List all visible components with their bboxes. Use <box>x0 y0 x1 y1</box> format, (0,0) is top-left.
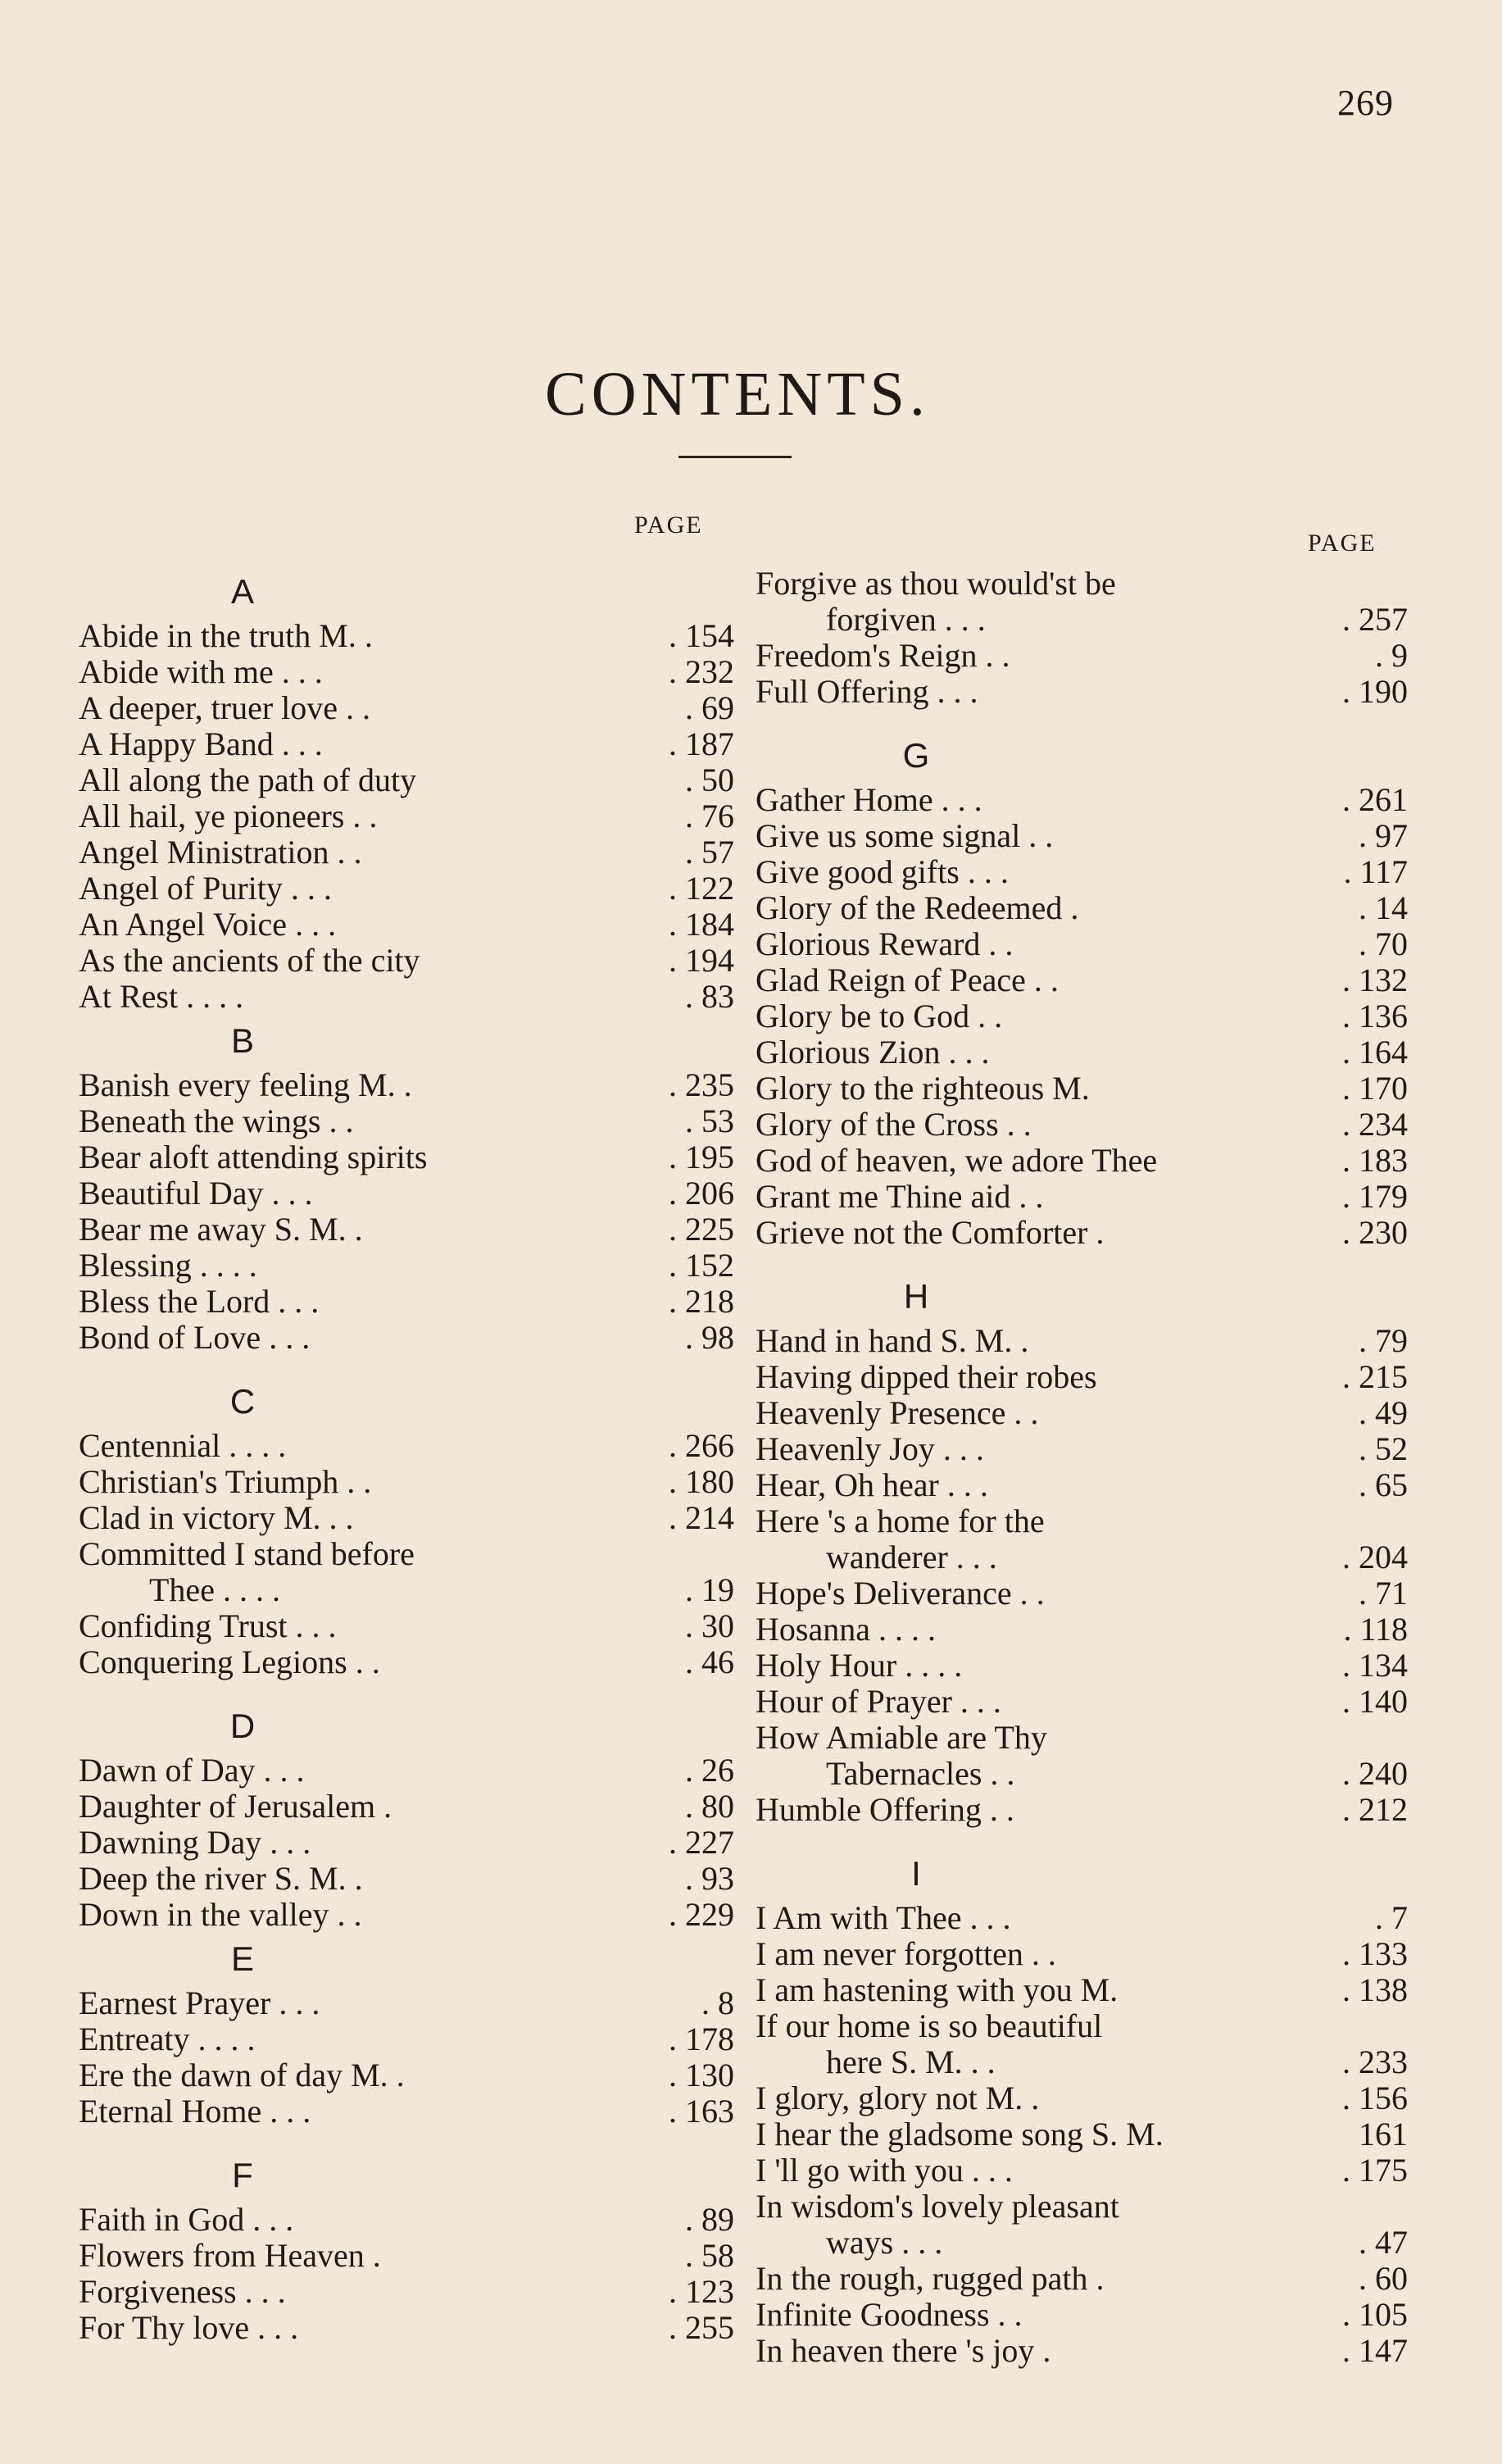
entry-title: Hosanna . . . . <box>756 1611 936 1648</box>
entry-title: Abide in the truth M. . <box>79 617 373 654</box>
list-item <box>756 1612 1411 1648</box>
entry-page: . 52 <box>1359 1430 1408 1467</box>
entry-title: Hour of Prayer . . . <box>756 1683 1001 1720</box>
list-item <box>756 1936 1411 1972</box>
entry-title: Hear, Oh hear . . . <box>756 1466 988 1503</box>
list-item <box>756 1034 1411 1071</box>
section-letter-a: A <box>230 572 254 611</box>
entry-title: Bear me away S. M. . <box>79 1211 363 1248</box>
entry-page: . 26 <box>685 1752 734 1789</box>
entry-title: ways . . . <box>826 2224 943 2261</box>
entry-title: Glad Reign of Peace . . <box>756 962 1059 998</box>
list-item <box>79 1753 734 1789</box>
entry-page: . 255 <box>669 2309 734 2346</box>
list-item <box>79 690 734 726</box>
entry-title: If our home is so beautiful <box>756 2007 1103 2044</box>
list-item <box>756 1756 1411 1792</box>
entry-title: Deep the river S. M. . <box>79 1860 363 1897</box>
list-item <box>79 2202 734 2238</box>
entry-page: . 118 <box>1343 1611 1408 1648</box>
entry-title: Christian's Triumph . . <box>79 1463 372 1500</box>
entry-page: . 117 <box>1343 853 1408 890</box>
entry-page: . 230 <box>1342 1214 1408 1251</box>
entry-page: . 227 <box>669 1824 734 1861</box>
entry-page: . 130 <box>669 2057 734 2093</box>
entry-page: . 261 <box>1342 781 1408 818</box>
section-gap <box>79 1680 734 1700</box>
section-letter-c: C <box>229 1382 256 1421</box>
entry-title: In the rough, rugged path . <box>756 2260 1105 2297</box>
entry-title: Abide with me . . . <box>79 653 323 690</box>
entry-page: . 122 <box>669 870 734 907</box>
entry-page: . 164 <box>1342 1034 1408 1071</box>
contents-left-column <box>79 511 734 2346</box>
section-letter-i: I <box>911 1854 921 1893</box>
entry-page: . 80 <box>685 1788 734 1825</box>
list-item <box>756 1323 1411 1359</box>
entry-title: Down in the valley . . <box>79 1896 362 1933</box>
section-f <box>79 2202 734 2346</box>
list-item <box>79 1789 734 1825</box>
entry-page: . 76 <box>685 798 734 834</box>
entry-page: . 60 <box>1359 2260 1408 2297</box>
list-item <box>756 1648 1411 1684</box>
list-item <box>756 2153 1411 2189</box>
entry-title: Bond of Love . . . <box>79 1319 311 1356</box>
list-item <box>79 1825 734 1861</box>
section-d <box>79 1753 734 1933</box>
entry-page: . 140 <box>1342 1683 1408 1720</box>
list-item <box>756 854 1411 890</box>
entry-title: Dawn of Day . . . <box>79 1752 305 1789</box>
entry-page: . 138 <box>1342 1971 1408 2008</box>
entry-title: Clad in victory M. . . <box>79 1499 354 1536</box>
entry-title: I am never forgotten . . <box>756 1935 1056 1972</box>
entry-title: Daughter of Jerusalem . <box>79 1788 393 1825</box>
list-item <box>756 962 1411 998</box>
entry-title: Heavenly Joy . . . <box>756 1430 984 1467</box>
section-g <box>756 782 1411 1251</box>
section-letter-e: E <box>230 1939 254 1978</box>
entry-page: . 266 <box>669 1427 734 1464</box>
list-item <box>79 834 734 871</box>
entry-page: . 49 <box>1359 1394 1408 1431</box>
list-item <box>79 798 734 834</box>
entry-page: . 187 <box>669 725 734 762</box>
entry-page: . 234 <box>1342 1106 1408 1143</box>
entry-page: . 93 <box>685 1860 734 1897</box>
entry-title: Bless the Lord . . . <box>79 1283 320 1320</box>
entry-page: . 184 <box>669 906 734 943</box>
entry-title: Tabernacles . . <box>826 1755 1015 1792</box>
entry-page: . 133 <box>1342 1935 1408 1972</box>
entry-page: . 214 <box>669 1499 734 1536</box>
entry-page: . 136 <box>1342 998 1408 1034</box>
entry-page: . 194 <box>669 942 734 979</box>
entry-page: . 175 <box>1342 2152 1408 2189</box>
list-item <box>756 782 1411 818</box>
entry-page: . 235 <box>669 1066 734 1103</box>
list-item <box>79 1536 734 1572</box>
entry-title: Forgive as thou would'st be <box>756 565 1116 602</box>
entry-title: Eternal Home . . . <box>79 2093 311 2130</box>
entry-page: . 8 <box>701 1984 734 2021</box>
entry-title: Ere the dawn of day M. . <box>79 2057 405 2093</box>
entry-page: . 132 <box>1342 962 1408 998</box>
list-item <box>756 998 1411 1034</box>
entry-page: . 240 <box>1342 1755 1408 1792</box>
list-item <box>79 1248 734 1284</box>
list-item <box>756 818 1411 854</box>
section-letter-h: H <box>903 1277 929 1316</box>
entry-title: As the ancients of the city <box>79 942 420 979</box>
entry-page: . 134 <box>1342 1647 1408 1684</box>
entry-title: Banish every feeling M. . <box>79 1066 412 1103</box>
entry-title: Beneath the wings . . <box>79 1102 354 1139</box>
entry-title: Conquering Legions . . <box>79 1643 380 1680</box>
entry-title: I hear the gladsome song S. M. <box>756 2116 1164 2153</box>
entry-page: . 257 <box>1342 601 1408 638</box>
section-letter-f: F <box>232 2156 253 2194</box>
entry-title: A Happy Band . . . <box>79 725 323 762</box>
entry-title: Gather Home . . . <box>756 781 982 818</box>
list-item <box>756 1720 1411 1756</box>
entry-page: . 183 <box>1342 1142 1408 1179</box>
entry-page: . 233 <box>1342 2043 1408 2080</box>
entry-page: . 9 <box>1375 637 1408 674</box>
list-item <box>756 1792 1411 1828</box>
entry-page: . 178 <box>669 2021 734 2057</box>
entry-title: I am hastening with you M. <box>756 1971 1119 2008</box>
list-item <box>79 1067 734 1103</box>
page-number: 269 <box>1337 83 1394 123</box>
entry-title: Heavenly Presence . . <box>756 1394 1039 1431</box>
entry-page: . 7 <box>1375 1899 1408 1936</box>
list-item <box>756 1179 1411 1215</box>
entry-title: In heaven there 's joy . <box>756 2332 1051 2369</box>
entry-page: . 98 <box>685 1319 734 1356</box>
entry-title: Glorious Reward . . <box>756 925 1014 962</box>
entry-title: Holy Hour . . . . <box>756 1647 963 1684</box>
list-item <box>79 2093 734 2130</box>
entry-page: . 147 <box>1342 2332 1408 2369</box>
list-item <box>79 1139 734 1175</box>
entry-title: Faith in God . . . <box>79 2201 294 2238</box>
list-item <box>79 1428 734 1464</box>
section-a <box>79 618 734 1015</box>
entry-page: . 65 <box>1359 1466 1408 1503</box>
list-item <box>756 1215 1411 1251</box>
list-item <box>756 890 1411 926</box>
list-item <box>756 2333 1411 2369</box>
entry-page: . 71 <box>1359 1575 1408 1612</box>
entry-title: Hope's Deliverance . . <box>756 1575 1045 1612</box>
entry-title: In wisdom's lovely pleasant <box>756 2188 1119 2225</box>
entry-page: . 57 <box>685 834 734 871</box>
entry-title: At Rest . . . . <box>79 978 244 1015</box>
entry-title: Freedom's Reign . . <box>756 637 1010 674</box>
entry-title: Glory to the righteous M. <box>756 1070 1090 1107</box>
list-item <box>756 2080 1411 2116</box>
list-item <box>756 2044 1411 2080</box>
list-item <box>756 2297 1411 2333</box>
entry-page: . 163 <box>669 2093 734 2130</box>
list-item <box>756 2008 1411 2044</box>
entry-page: . 50 <box>685 761 734 798</box>
entry-title: forgiven . . . <box>826 601 986 638</box>
list-item <box>79 1608 734 1644</box>
entry-title: here S. M. . . <box>826 2043 996 2080</box>
list-item <box>756 926 1411 962</box>
list-item <box>79 907 734 943</box>
list-item <box>79 1500 734 1536</box>
list-item <box>79 1320 734 1356</box>
entry-page: . 30 <box>685 1607 734 1644</box>
list-item <box>79 1212 734 1248</box>
list-item <box>79 979 734 1015</box>
list-item <box>756 1575 1411 1612</box>
list-item <box>79 2057 734 2093</box>
list-item <box>756 1972 1411 2008</box>
section-gap <box>756 710 1411 730</box>
entry-title: Humble Offering . . <box>756 1791 1014 1828</box>
entry-page: . 218 <box>669 1283 734 1320</box>
entry-title: I Am with Thee . . . <box>756 1899 1011 1936</box>
entry-title: Angel of Purity . . . <box>79 870 332 907</box>
entry-title: How Amiable are Thy <box>756 1719 1047 1756</box>
entry-page: . 105 <box>1342 2296 1408 2333</box>
entry-page: . 14 <box>1359 889 1408 926</box>
entry-page: . 97 <box>1359 817 1408 854</box>
section-c <box>79 1428 734 1680</box>
list-item <box>79 2021 734 2057</box>
entry-page: . 79 <box>1359 1322 1408 1359</box>
entry-title: Here 's a home for the <box>756 1502 1045 1539</box>
entry-title: Glorious Zion . . . <box>756 1034 990 1071</box>
entry-page: . 46 <box>685 1643 734 1680</box>
list-item <box>79 1897 734 1933</box>
list-item <box>79 1103 734 1139</box>
entry-page: . 83 <box>685 978 734 1015</box>
entry-title: Glory of the Cross . . <box>756 1106 1032 1143</box>
list-item <box>756 1359 1411 1395</box>
section-gap <box>79 1356 734 1375</box>
list-item <box>79 943 734 979</box>
entry-page: . 212 <box>1342 1791 1408 1828</box>
section-b <box>79 1067 734 1356</box>
list-item <box>756 1071 1411 1107</box>
section-gap <box>79 2130 734 2149</box>
entry-title: Committed I stand before <box>79 1535 415 1572</box>
entry-page: . 180 <box>669 1463 734 1500</box>
list-item <box>756 1143 1411 1179</box>
list-item <box>756 602 1411 638</box>
list-item <box>756 2225 1411 2261</box>
list-item <box>79 762 734 798</box>
entry-title: Grant me Thine aid . . <box>756 1178 1044 1215</box>
entry-title: Centennial . . . . <box>79 1427 287 1464</box>
entry-title: Infinite Goodness . . <box>756 2296 1023 2333</box>
list-item <box>79 2238 734 2274</box>
entry-page: . 225 <box>669 1211 734 1248</box>
entry-title: Grieve not the Comforter . <box>756 1214 1105 1251</box>
entry-page: 161 <box>1359 2116 1408 2153</box>
entry-page: . 170 <box>1342 1070 1408 1107</box>
page-title: CONTENTS. <box>545 360 930 429</box>
page-label: PAGE <box>1308 530 1377 557</box>
entry-title: Give us some signal . . <box>756 817 1054 854</box>
list-item <box>756 1395 1411 1431</box>
list-item <box>756 1900 1411 1936</box>
section-h <box>756 1323 1411 1828</box>
section-gap <box>756 1828 1411 1848</box>
entry-page: . 154 <box>669 617 734 654</box>
entry-page: . 58 <box>685 2237 734 2274</box>
entry-title: For Thy love . . . <box>79 2309 299 2346</box>
list-item <box>79 654 734 690</box>
entry-page: . 53 <box>685 1102 734 1139</box>
entry-title: I glory, glory not M. . <box>756 2080 1040 2116</box>
list-item <box>79 2274 734 2310</box>
entry-title: Glory be to God . . <box>756 998 1003 1034</box>
entry-page: . 156 <box>1342 2080 1408 2116</box>
list-item <box>756 638 1411 674</box>
list-item <box>756 2189 1411 2225</box>
entry-title: I 'll go with you . . . <box>756 2152 1013 2189</box>
entry-title: Bear aloft attending spirits <box>79 1139 428 1175</box>
entry-title: Hand in hand S. M. . <box>756 1322 1029 1359</box>
list-item <box>756 674 1411 710</box>
list-item <box>79 1284 734 1320</box>
list-item <box>79 2310 734 2346</box>
list-item <box>756 2116 1411 2153</box>
entry-page: . 19 <box>685 1571 734 1608</box>
entry-title: Full Offering . . . <box>756 673 978 710</box>
section-i <box>756 1900 1411 2369</box>
entry-title: Give good gifts . . . <box>756 853 1009 890</box>
list-item <box>79 726 734 762</box>
entry-title: Having dipped their robes <box>756 1358 1097 1395</box>
entry-title: Flowers from Heaven . <box>79 2237 381 2274</box>
entry-title: All along the path of duty <box>79 761 417 798</box>
list-item <box>756 1684 1411 1720</box>
contents-right-column <box>756 511 1411 2369</box>
list-item <box>79 1464 734 1500</box>
section-letter-g: G <box>902 736 930 775</box>
entry-title: An Angel Voice . . . <box>79 906 337 943</box>
entry-page: . 152 <box>669 1247 734 1284</box>
entry-page: . 47 <box>1359 2224 1408 2261</box>
entry-page: . 195 <box>669 1139 734 1175</box>
entry-page: . 204 <box>1342 1539 1408 1575</box>
entry-title: God of heaven, we adore Thee <box>756 1142 1158 1179</box>
list-item <box>79 1861 734 1897</box>
list-item <box>79 1985 734 2021</box>
entry-page: . 229 <box>669 1896 734 1933</box>
entry-page: . 70 <box>1359 925 1408 962</box>
entry-title: Thee . . . . <box>149 1571 280 1608</box>
section-letter-d: D <box>229 1707 256 1745</box>
list-item <box>756 1539 1411 1575</box>
entry-title: wanderer . . . <box>826 1539 997 1575</box>
entry-page: . 123 <box>669 2273 734 2310</box>
entry-page: . 179 <box>1342 1178 1408 1215</box>
list-item <box>79 618 734 654</box>
entry-page: . 232 <box>669 653 734 690</box>
list-item <box>79 1644 734 1680</box>
entry-title: Confiding Trust . . . <box>79 1607 337 1644</box>
section-f-continued <box>756 566 1411 710</box>
entry-title: Angel Ministration . . <box>79 834 362 871</box>
list-item <box>756 1467 1411 1503</box>
page-label: PAGE <box>634 511 703 539</box>
list-item <box>756 566 1411 602</box>
list-item <box>756 2261 1411 2297</box>
entry-title: All hail, ye pioneers . . <box>79 798 378 834</box>
entry-title: A deeper, truer love . . <box>79 689 371 726</box>
entry-title: Blessing . . . . <box>79 1247 257 1284</box>
entry-title: Earnest Prayer . . . <box>79 1984 320 2021</box>
list-item <box>756 1503 1411 1539</box>
entry-page: . 206 <box>669 1175 734 1212</box>
entry-page: . 190 <box>1342 673 1408 710</box>
section-gap <box>756 1251 1411 1271</box>
page-column-header <box>79 511 734 566</box>
entry-page: . 215 <box>1342 1358 1408 1395</box>
page-column-header <box>756 511 1411 557</box>
list-item <box>756 1431 1411 1467</box>
section-e <box>79 1985 734 2130</box>
entry-title: Entreaty . . . . <box>79 2021 256 2057</box>
section-letter-b: B <box>230 1021 254 1060</box>
entry-title: Forgiveness . . . <box>79 2273 286 2310</box>
entry-title: Glory of the Redeemed . <box>756 889 1079 926</box>
entry-page: . 89 <box>685 2201 734 2238</box>
list-item <box>79 1175 734 1212</box>
list-item <box>79 871 734 907</box>
entry-title: Beautiful Day . . . <box>79 1175 313 1212</box>
entry-title: Dawning Day . . . <box>79 1824 311 1861</box>
entry-page: . 69 <box>685 689 734 726</box>
list-item <box>79 1572 734 1608</box>
title-rule <box>678 456 792 458</box>
list-item <box>756 1107 1411 1143</box>
